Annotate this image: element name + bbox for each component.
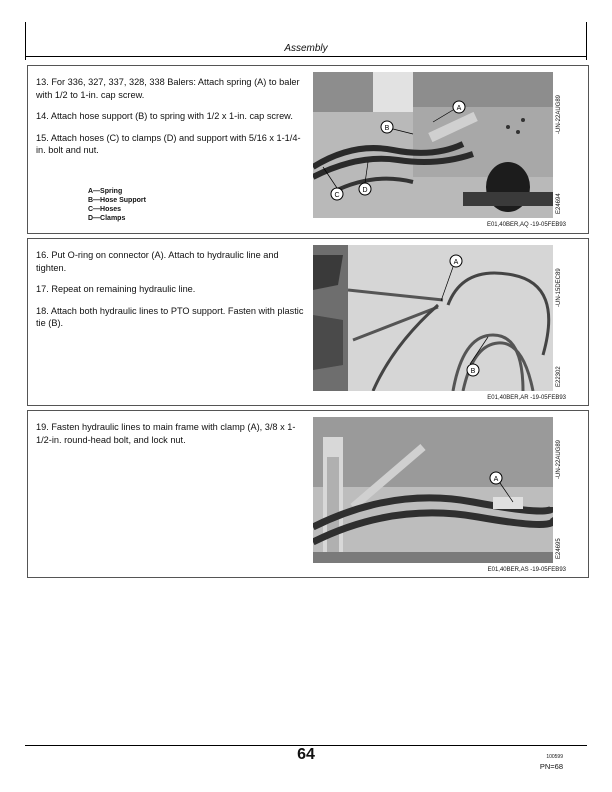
callout-a: A: [453, 259, 459, 266]
document-code: 100599: [546, 754, 563, 760]
reference-code: E01,40BER,AQ -19-05FEB93: [486, 222, 566, 228]
spring-hose-support-photo: [313, 72, 553, 218]
callout-a: A: [456, 105, 462, 112]
main-frame-clamp-photo: [313, 417, 553, 563]
step-13: 13. For 336, 327, 337, 328, 338 Balers: Attach spring (A) to baler with 1/2 to 1-in. cap screw.: [36, 77, 300, 100]
side-code: [556, 74, 570, 220]
reference-code: E01,40BER,AR -19-05FEB93: [487, 395, 566, 401]
step-16: 16. Put O-ring on connector (A). Attach to hydraulic line and tighten.: [36, 250, 279, 273]
instruction-section-1: [27, 65, 589, 234]
page-frame-left: [25, 22, 26, 60]
steps-list: [36, 76, 306, 166]
callout-a: A: [493, 476, 499, 483]
header-rule: [25, 56, 587, 57]
side-code-top: -UN-15DEC89: [556, 268, 562, 307]
legend-item: C—Hoses: [88, 206, 122, 213]
side-code-top: -UN-22AUG89: [556, 94, 562, 134]
step-18: 18. Attach both hydraulic lines to PTO support. Fasten with plastic tie (B).: [36, 305, 304, 328]
pn-code: PN=68: [539, 762, 563, 771]
callout-c: C: [334, 192, 340, 199]
step-14: 14. Attach hose support (B) to spring with 1/2 x 1-in. cap screw.: [36, 111, 293, 121]
instruction-section-2: [27, 238, 589, 406]
legend-item: A—Spring: [88, 188, 123, 195]
instruction-section-3: [27, 410, 589, 578]
callout-d: D: [362, 187, 368, 194]
callout-b: B: [384, 125, 390, 132]
page-number: 64: [297, 746, 315, 763]
reference-code: E01,40BER,AS -19-05FEB93: [487, 567, 566, 573]
page-frame-right: [586, 22, 587, 60]
side-code-bottom: E22302: [556, 366, 562, 387]
side-code-top: -UN-22AUG89: [556, 439, 562, 479]
steps-list: [36, 249, 306, 339]
side-code-bottom: E24695: [556, 538, 562, 559]
step-17: 17. Repeat on remaining hydraulic line.: [36, 284, 196, 294]
step-19: 19. Fasten hydraulic lines to main frame with clamp (A), 3/8 x 1-1/2-in. round-head bolt, and lock nut.: [36, 422, 296, 445]
hydraulic-line-photo: [313, 245, 553, 391]
parts-legend: [88, 187, 146, 223]
side-code: [556, 247, 570, 393]
side-code: [556, 419, 570, 565]
callout-b: B: [470, 368, 476, 375]
legend-item: B—Hose Support: [88, 197, 146, 204]
page-header-title: Assembly: [284, 43, 328, 54]
side-code-bottom: E24694: [556, 193, 562, 214]
steps-list: [36, 421, 306, 455]
legend-item: D—Clamps: [88, 215, 126, 222]
step-15: 15. Attach hoses (C) to clamps (D) and support with 5/16 x 1-1/4-in. bolt and nut.: [36, 132, 301, 155]
